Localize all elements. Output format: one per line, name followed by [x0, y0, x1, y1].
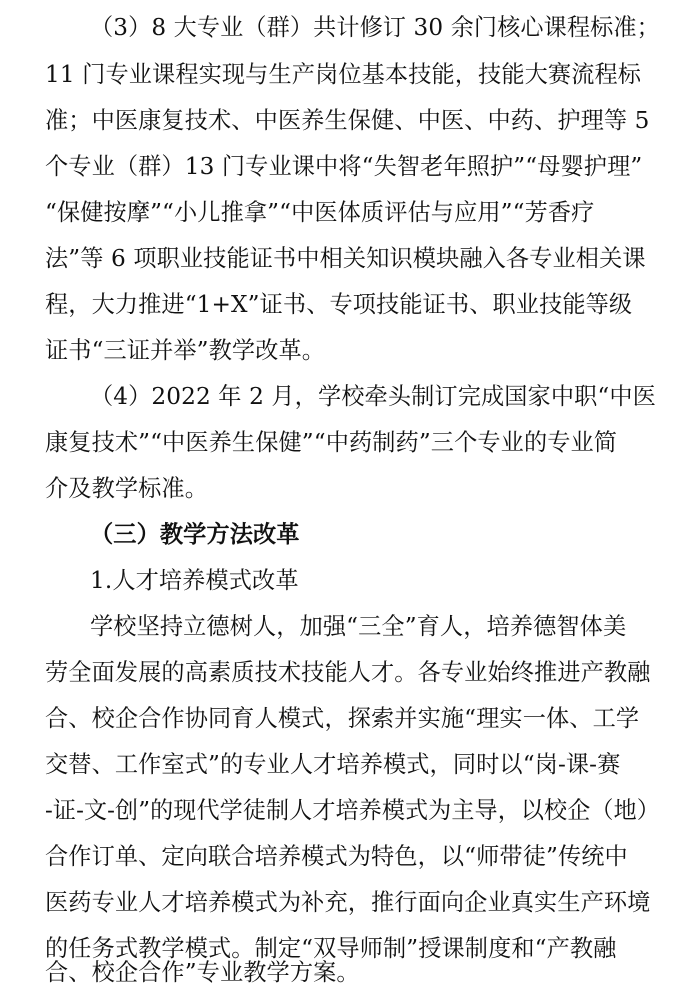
paragraph-3-line-6: 法”等 6 项职业技能证书中相关知识模块融入各专业相关课	[45, 245, 646, 272]
body-paragraph-line-7: 医药专业人才培养模式为补充，推行面向企业真实生产环境	[45, 889, 651, 916]
body-paragraph-line-1: 学校坚持立德树人，加强“三全”育人，培养德智体美	[90, 613, 627, 640]
paragraph-3-line-5: “保健按摩”“小儿推拿”“中医体质评估与应用”“芳香疗	[45, 199, 595, 226]
paragraph-4-line-1: （4）2022 年 2 月，学校牵头制订完成国家中职“中医	[90, 383, 656, 410]
paragraph-4-line-3: 介及教学标准。	[45, 475, 209, 502]
body-paragraph-line-2: 劳全面发展的高素质技术技能人才。各专业始终推进产教融	[45, 659, 651, 686]
body-paragraph-line-9: 合、校企合作”专业教学方案。	[45, 959, 360, 986]
subsection-heading: 1.人才培养模式改革	[90, 567, 299, 594]
paragraph-3-line-3: 准；中医康复技术、中医养生保健、中医、中药、护理等 5	[45, 107, 650, 134]
body-paragraph-line-5: -证-文-创”的现代学徒制人才培养模式为主导，以校企（地）	[45, 797, 660, 824]
paragraph-3-line-2: 11 门专业课程实现与生产岗位基本技能，技能大赛流程标	[45, 61, 642, 88]
body-paragraph-line-4: 交替、工作室式”的专业人才培养模式，同时以“岗-课-赛	[45, 751, 621, 778]
section-heading: （三）教学方法改革	[90, 521, 300, 548]
body-paragraph-line-6: 合作订单、定向联合培养模式为特色，以“师带徒”传统中	[45, 843, 628, 870]
paragraph-3-line-4: 个专业（群）13 门专业课中将“失智老年照护”“母婴护理”	[45, 153, 643, 180]
body-paragraph-line-3: 合、校企合作协同育人模式，探索并实施“理实一体、工学	[45, 705, 640, 732]
paragraph-3-line-7: 程，大力推进“1+X”证书、专项技能证书、职业技能等级	[45, 291, 633, 318]
body-paragraph-line-8: 的任务式教学模式。制定“双导师制”授课制度和“产教融	[45, 935, 617, 962]
paragraph-4-line-2: 康复技术”“中医养生保健”“中药制药”三个专业的专业简	[45, 429, 618, 456]
paragraph-3-line-1: （3）8 大专业（群）共计修订 30 余门核心课程标准；	[90, 14, 660, 41]
paragraph-3-line-8: 证书“三证并举”教学改革。	[45, 337, 326, 364]
